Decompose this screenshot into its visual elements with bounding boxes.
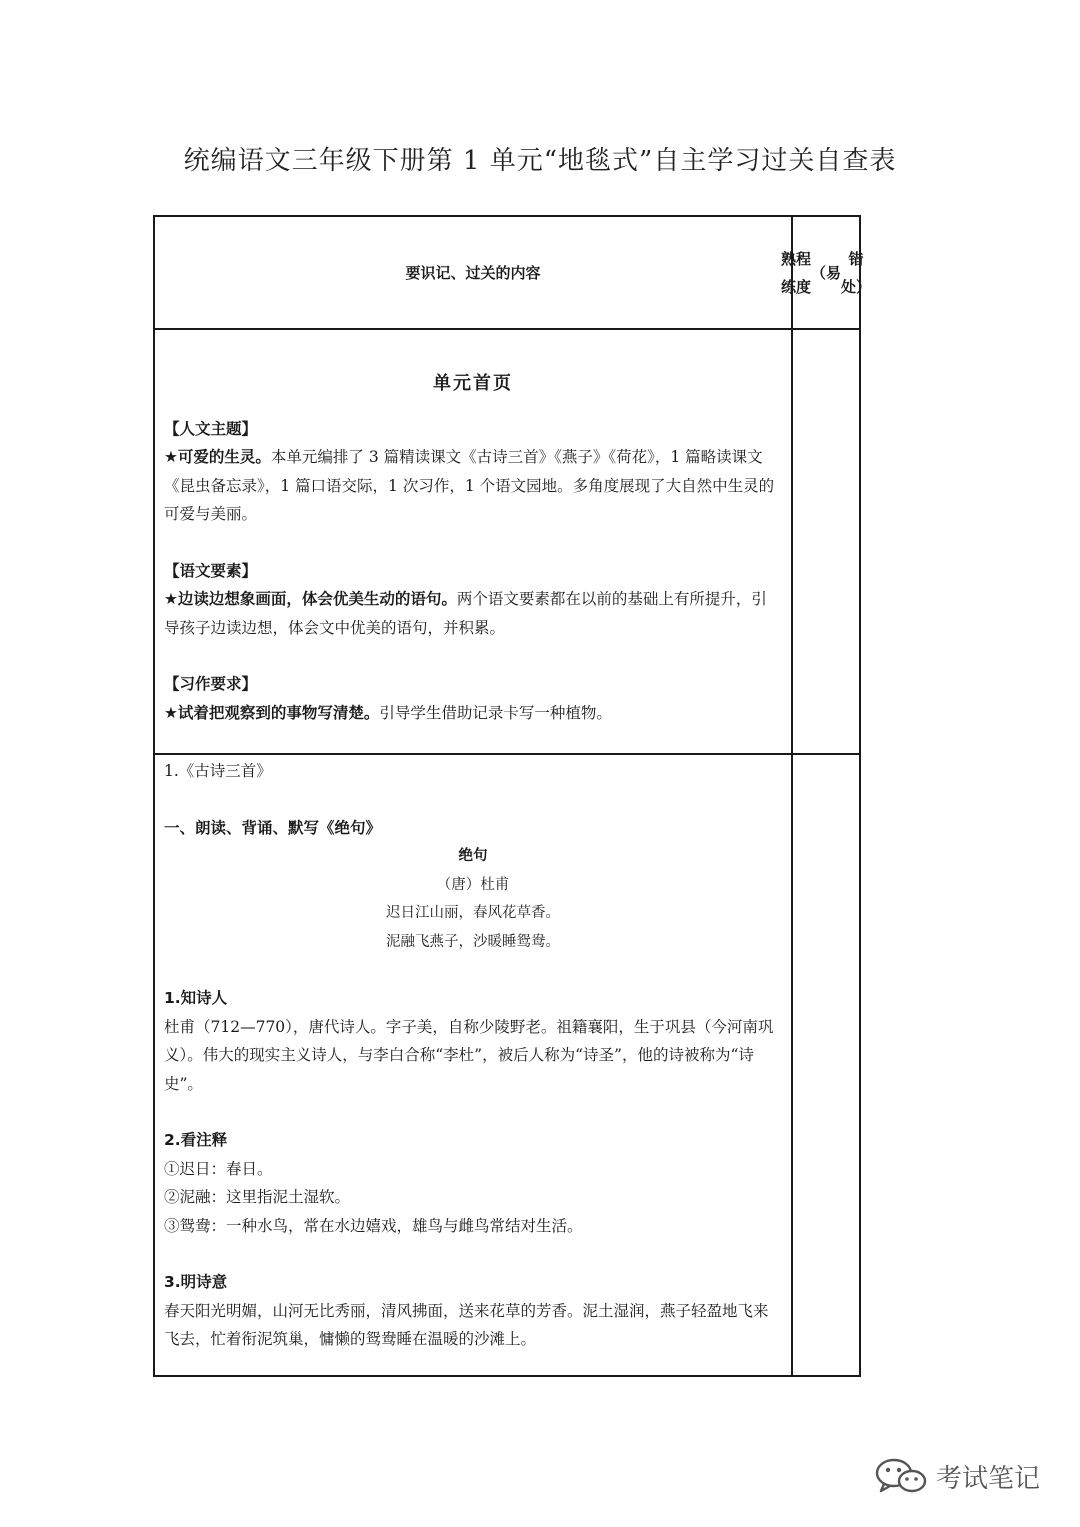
theme-paragraph — [164, 443, 782, 529]
table-header-row — [154, 216, 860, 329]
lesson-level-cell — [792, 754, 860, 1376]
poet-text: 杜甫（712—770），唐代诗人。字子美，自称少陵野老。祖籍襄阳，生于巩县（今河南巩义）。伟大的现实主义诗人，与李白合称“李杜”，被后人称为“诗圣”，他的诗被称为“诗史”。 — [164, 1017, 774, 1093]
theme-label: 【人文主题】 — [164, 419, 258, 438]
poem-line: 迟日江山丽，春风花草香。 — [386, 905, 560, 921]
language-paragraph — [164, 585, 782, 642]
wechat-icon — [872, 1456, 930, 1496]
writing-text: 引导学生借助记录卡写一种植物。 — [379, 703, 612, 722]
document-title: 统编语文三年级下册第 1 单元“地毯式”自主学习过关自查表 — [183, 146, 897, 176]
unit-level-cell — [792, 329, 860, 754]
note-item: ②泥融：这里指泥土湿软。 — [164, 1188, 351, 1206]
language-label: 【语文要素】 — [164, 561, 258, 580]
header-content-cell — [154, 216, 792, 329]
lesson-task: 一、朗读、背诵、默写《绝句》 — [164, 818, 382, 837]
watermark-text: 考试笔记 — [936, 1464, 1041, 1494]
theme-text: 本单元编排了 3 篇精读课文《古诗三首》《燕子》《荷花》，1 篇略读课文《昆虫备忘录》，1 篇口语交际，1 次习作，1 个语文园地。多角度展现了大自然中生灵的可爱与美丽。 — [164, 448, 775, 523]
lesson-content-cell — [154, 754, 792, 1376]
header-level-line: 错处） — [841, 249, 872, 296]
header-level-line: 程度 — [796, 249, 812, 296]
language-highlight: ★边读边想象画面，体会优美生动的语句。 — [164, 590, 457, 608]
meaning-text: 春天阳光明媚，山河无比秀丽，清风拂面，送来花草的芳香。泥土湿润，燕子轻盈地飞来飞去，忙着衔泥筑巢，慵懒的鸳鸯睡在温暖的沙滩上。 — [164, 1301, 769, 1348]
header-level-cell — [780, 216, 872, 329]
table-row-lesson — [154, 754, 860, 1376]
poem-title: 绝句 — [458, 848, 488, 864]
lesson-section — [155, 755, 791, 1354]
unit-section — [155, 330, 791, 727]
table-row-unit — [154, 329, 860, 754]
header-level-line: 熟练 — [780, 249, 796, 296]
header-content-label: 要识记、过关的内容 — [405, 264, 541, 282]
theme-highlight: ★可爱的生灵。 — [164, 448, 271, 466]
language-text: 两个语文要素都在以前的基础上有所提升，引导孩子边读边想，体会文中优美的语句，并积累。 — [164, 590, 767, 637]
writing-label: 【习作要求】 — [164, 675, 258, 693]
writing-paragraph — [164, 699, 782, 728]
note-item: ①迟日：春日。 — [164, 1159, 273, 1178]
watermark — [872, 1450, 1052, 1500]
note-item: ③鸳鸯：一种水鸟，常在水边嬉戏，雄鸟与雌鸟常结对生活。 — [164, 1216, 583, 1235]
poem-line: 泥融飞燕子，沙暖睡鸳鸯。 — [386, 933, 560, 950]
poem-author: （唐）杜甫 — [436, 876, 510, 893]
header-level-label — [780, 217, 872, 328]
meaning-heading: 3.明诗意 — [164, 1273, 228, 1291]
unit-content-cell — [154, 329, 792, 754]
checklist-table — [153, 215, 872, 1377]
poet-heading: 1.知诗人 — [164, 989, 228, 1007]
unit-title: 单元首页 — [433, 373, 513, 394]
lesson-title: 1.《古诗三首》 — [164, 762, 272, 780]
writing-highlight: ★试着把观察到的事物写清楚。 — [164, 703, 380, 722]
header-level-line: （易 — [811, 263, 842, 282]
notes-heading: 2.看注释 — [164, 1131, 228, 1149]
